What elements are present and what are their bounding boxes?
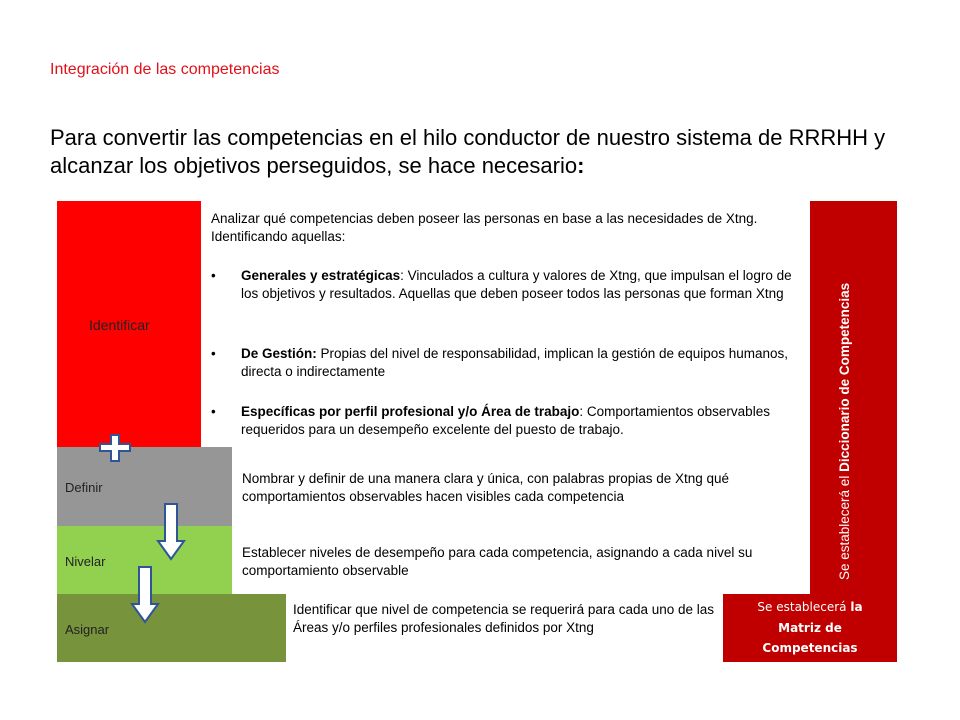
matriz-line-3: Competencias [762, 641, 858, 655]
bullet-text: : Comportamientos observables requeridos para un desempeño excelente del puesto de trabajo. [241, 404, 770, 437]
bullet-marker: • [211, 268, 216, 283]
diccionario-prefix: Se establecerá el [837, 471, 852, 580]
bullet-marker: • [211, 404, 216, 419]
bullet-item [211, 345, 801, 383]
matriz-line-1-bold: la [850, 600, 863, 614]
plus-icon [99, 434, 131, 462]
heading-colon: : [577, 153, 585, 178]
bullet-item [211, 403, 801, 441]
definir-label: Definir [65, 480, 103, 495]
asignar-description: Identificar que nivel de competencia se requerirá para cada uno de las Áreas y/o perfiles profesionales definidos por Xtng [293, 602, 715, 635]
identificar-intro: Analizar qué competencias deben poseer las personas en base a las necesidades de Xtng. Identificando aquellas: [211, 211, 758, 244]
bullet-body [241, 403, 801, 439]
definir-block [57, 447, 232, 526]
diccionario-label [837, 187, 924, 580]
heading-text: Para convertir las competencias en el hilo conductor de nuestro sistema de RRRHH y alcanzar los objetivos perseguidos, se hace necesario [50, 125, 886, 178]
asignar-block [57, 594, 286, 662]
nivelar-description: Establecer niveles de desempeño para cada competencia, asignando a cada nivel su comportamiento observable [242, 545, 753, 578]
bullet-marker: • [211, 346, 216, 361]
definir-description: Nombrar y definir de una manera clara y única, con palabras propias de Xtng qué comportamientos observables hacen visibles cada competencia [242, 471, 730, 504]
bullet-body [241, 345, 801, 381]
asignar-label: Asignar [65, 622, 110, 637]
main-heading [50, 124, 910, 180]
page-title: Integración de las competencias [50, 61, 280, 78]
nivelar-label: Nivelar [65, 554, 106, 569]
diccionario-bar [810, 201, 897, 594]
matriz-line-1-normal: Se establecerá [757, 600, 851, 614]
bullet-title: Específicas por perfil profesional y/o Área de trabajo [241, 404, 580, 419]
bullet-text: : Vinculados a cultura y valores de Xtng, que impulsan el logro de los objetivos y resultados. Aquellas que deben poseer todos las personas que forman Xtng [241, 268, 792, 301]
identificar-block [57, 201, 201, 447]
matriz-line-1 [723, 600, 897, 614]
bullet-title: Generales y estratégicas [241, 268, 401, 283]
bullet-item [211, 267, 801, 323]
matriz-box [723, 594, 897, 662]
diccionario-title: Diccionario de Competencias [837, 282, 852, 472]
bullet-text: Propias del nivel de responsabilidad, implican la gestión de equipos humanos, directa o indirectamente [241, 346, 789, 379]
bullet-title: De Gestión: [241, 346, 317, 361]
identificar-label: Identificar [89, 317, 150, 333]
arrow-down-icon [130, 566, 160, 624]
matriz-line-2: Matriz de [778, 621, 842, 635]
bullet-body [241, 267, 801, 303]
arrow-down-icon [156, 503, 186, 561]
